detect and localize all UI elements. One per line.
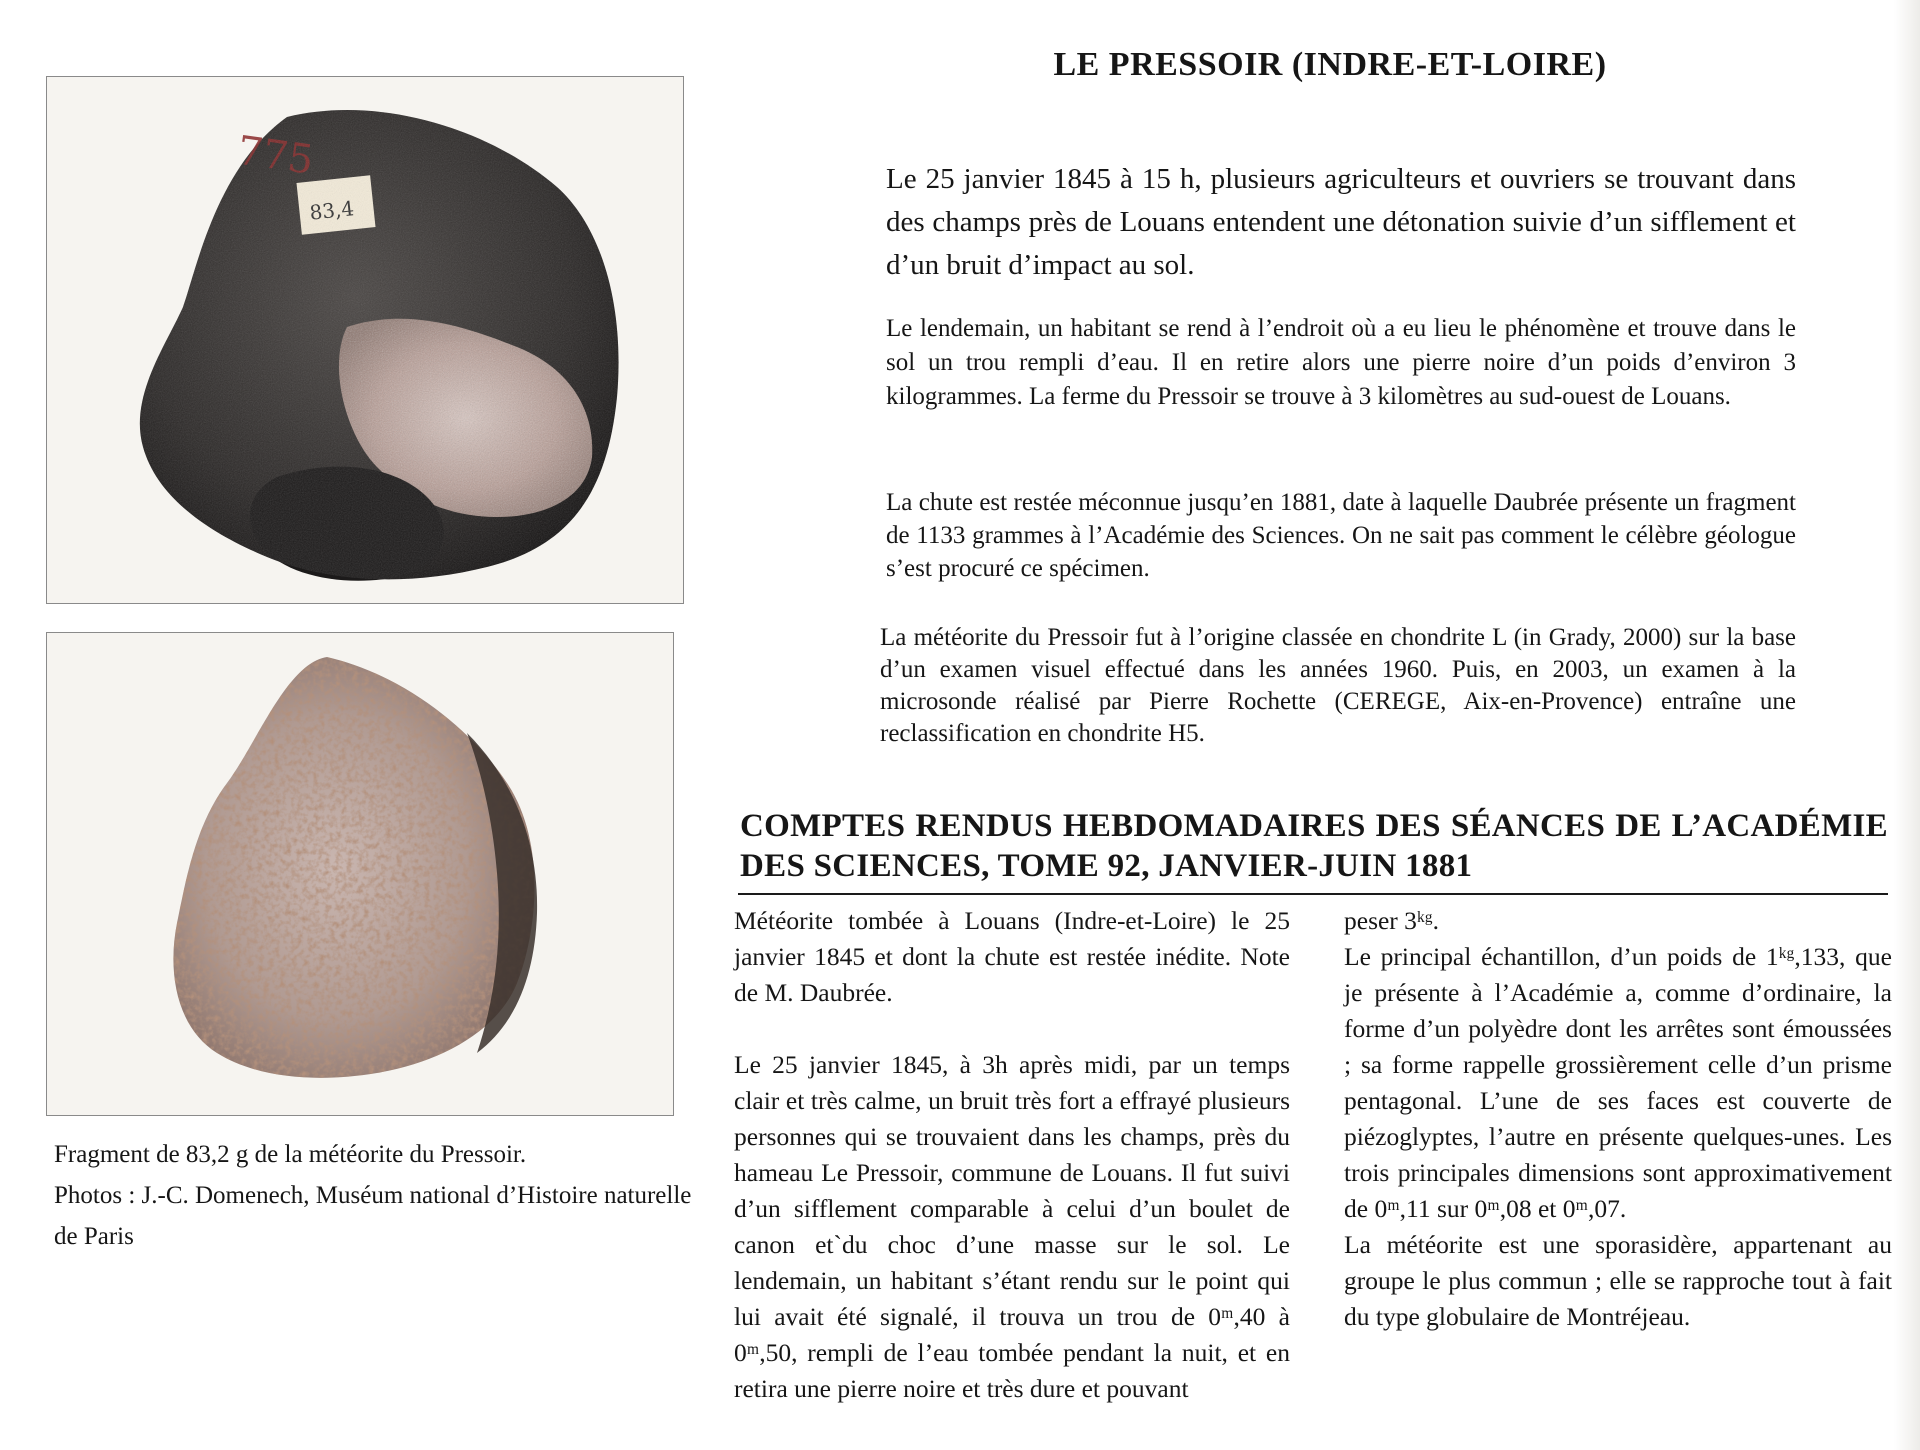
comptes-rendus-heading: COMPTES RENDUS HEBDOMADAIRES DES SÉANCES DE L’ACADÉMIE DES SCIENCES, TOME 92, JANVIER-JUIN 1881 (740, 808, 1888, 884)
excerpt-column-left (734, 903, 1290, 1407)
article-paragraph-3: La chute est restée méconnue jusqu’en 1881, date à laquelle Daubrée présente un fragment de 1133 grammes à l’Académie des Sciences. On ne sait pas comment le célèbre géologue s’est procuré ce spécimen. (886, 489, 1796, 582)
article-paragraph-1: Le 25 janvier 1845 à 15 h, plusieurs agriculteurs et ouvriers se trouvant dans des champs près de Louans entendent une détonation suivie d’un sifflement et d’un bruit d’impact au sol. (886, 163, 1796, 281)
excerpt-body-right-2: La météorite est une sporasidère, appartenant au groupe le plus commun ; elle se rapproche tout à fait du type globulaire de Montréjeau. (1344, 1230, 1892, 1331)
article-paragraph-4: La météorite du Pressoir fut à l’origine classée en chondrite L (in Grady, 2000) sur la base d’un examen visuel effectué dans les années 1960. Puis, en 2003, un examen à la microsonde réalisé par Pierre Rochette (CEREGE, Aix-en-Provence) entraîne une reclassification en chondrite H5. (880, 624, 1796, 747)
meteorite-interior-image (47, 633, 673, 1115)
article-paragraph-2: Le lendemain, un habitant se rend à l’endroit où a eu lieu le phénomène et trouve dans le sol un trou rempli d’eau. Il en retire alors une pierre noire d’un poids d’environ 3 kilogrammes. La ferme du Pressoir se trouve à 3 kilomètres au sud-ouest de Louans. (886, 315, 1796, 410)
caption-line-1: Fragment de 83,2 g de la météorite du Pressoir. (54, 1141, 527, 1168)
meteorite-photo-interior (46, 632, 674, 1116)
excerpt-body-left: Le 25 janvier 1845, à 3h après midi, par un temps clair et très calme, un bruit très fort a effrayé plusieurs personnes qui se trouvaient dans les champs, près du hameau Le Pressoir, commune de Louans. Il fut suivi d’un sifflement comparable à celui d’un boulet de canon et`du choc d’une masse sur le sol. Le lendemain, un habitant s’étant rendu sur le point qui lui avait été signalé, il trouva un trou de 0ᵐ,40 à 0ᵐ,50, rempli de l’eau tombée pendant la nuit, et en retira une pierre noire et très dure et pouvant (734, 1050, 1290, 1403)
heading-rule (738, 893, 1888, 895)
excerpt-body-right-1: Le principal échantillon, d’un poids de 1ᵏᵍ,133, que je présente à l’Académie a, comme d’ordinaire, la forme d’un polyèdre dont les arrêtes sont émoussées ; sa forme rappelle grossièrement celle d’un prisme pentagonal. L’une de ses faces est couverte de piézoglyptes, l’autre en présente quelques-unes. Les trois principales dimensions sont approximativement de 0ᵐ,11 sur 0ᵐ,08 et 0ᵐ,07. (1344, 942, 1892, 1223)
photo-caption (54, 1134, 714, 1257)
article-title: LE PRESSOIR (INDRE-ET-LOIRE) (1053, 46, 1607, 83)
excerpt-column-right (1344, 903, 1892, 1335)
meteorite-crust-image (47, 77, 683, 603)
meteorite-photo-crust (46, 76, 684, 604)
excerpt-note-title: Météorite tombée à Louans (Indre-et-Loire) le 25 janvier 1845 et dont la chute est restée inédite. Note de M. Daubrée. (734, 906, 1290, 1007)
scan-edge-shadow (1894, 0, 1920, 1450)
excerpt-continuation: peser 3ᵏᵍ. (1344, 906, 1440, 935)
caption-line-2: Photos : J.-C. Domenech, Muséum national d’Histoire naturelle de Paris (54, 1182, 692, 1250)
